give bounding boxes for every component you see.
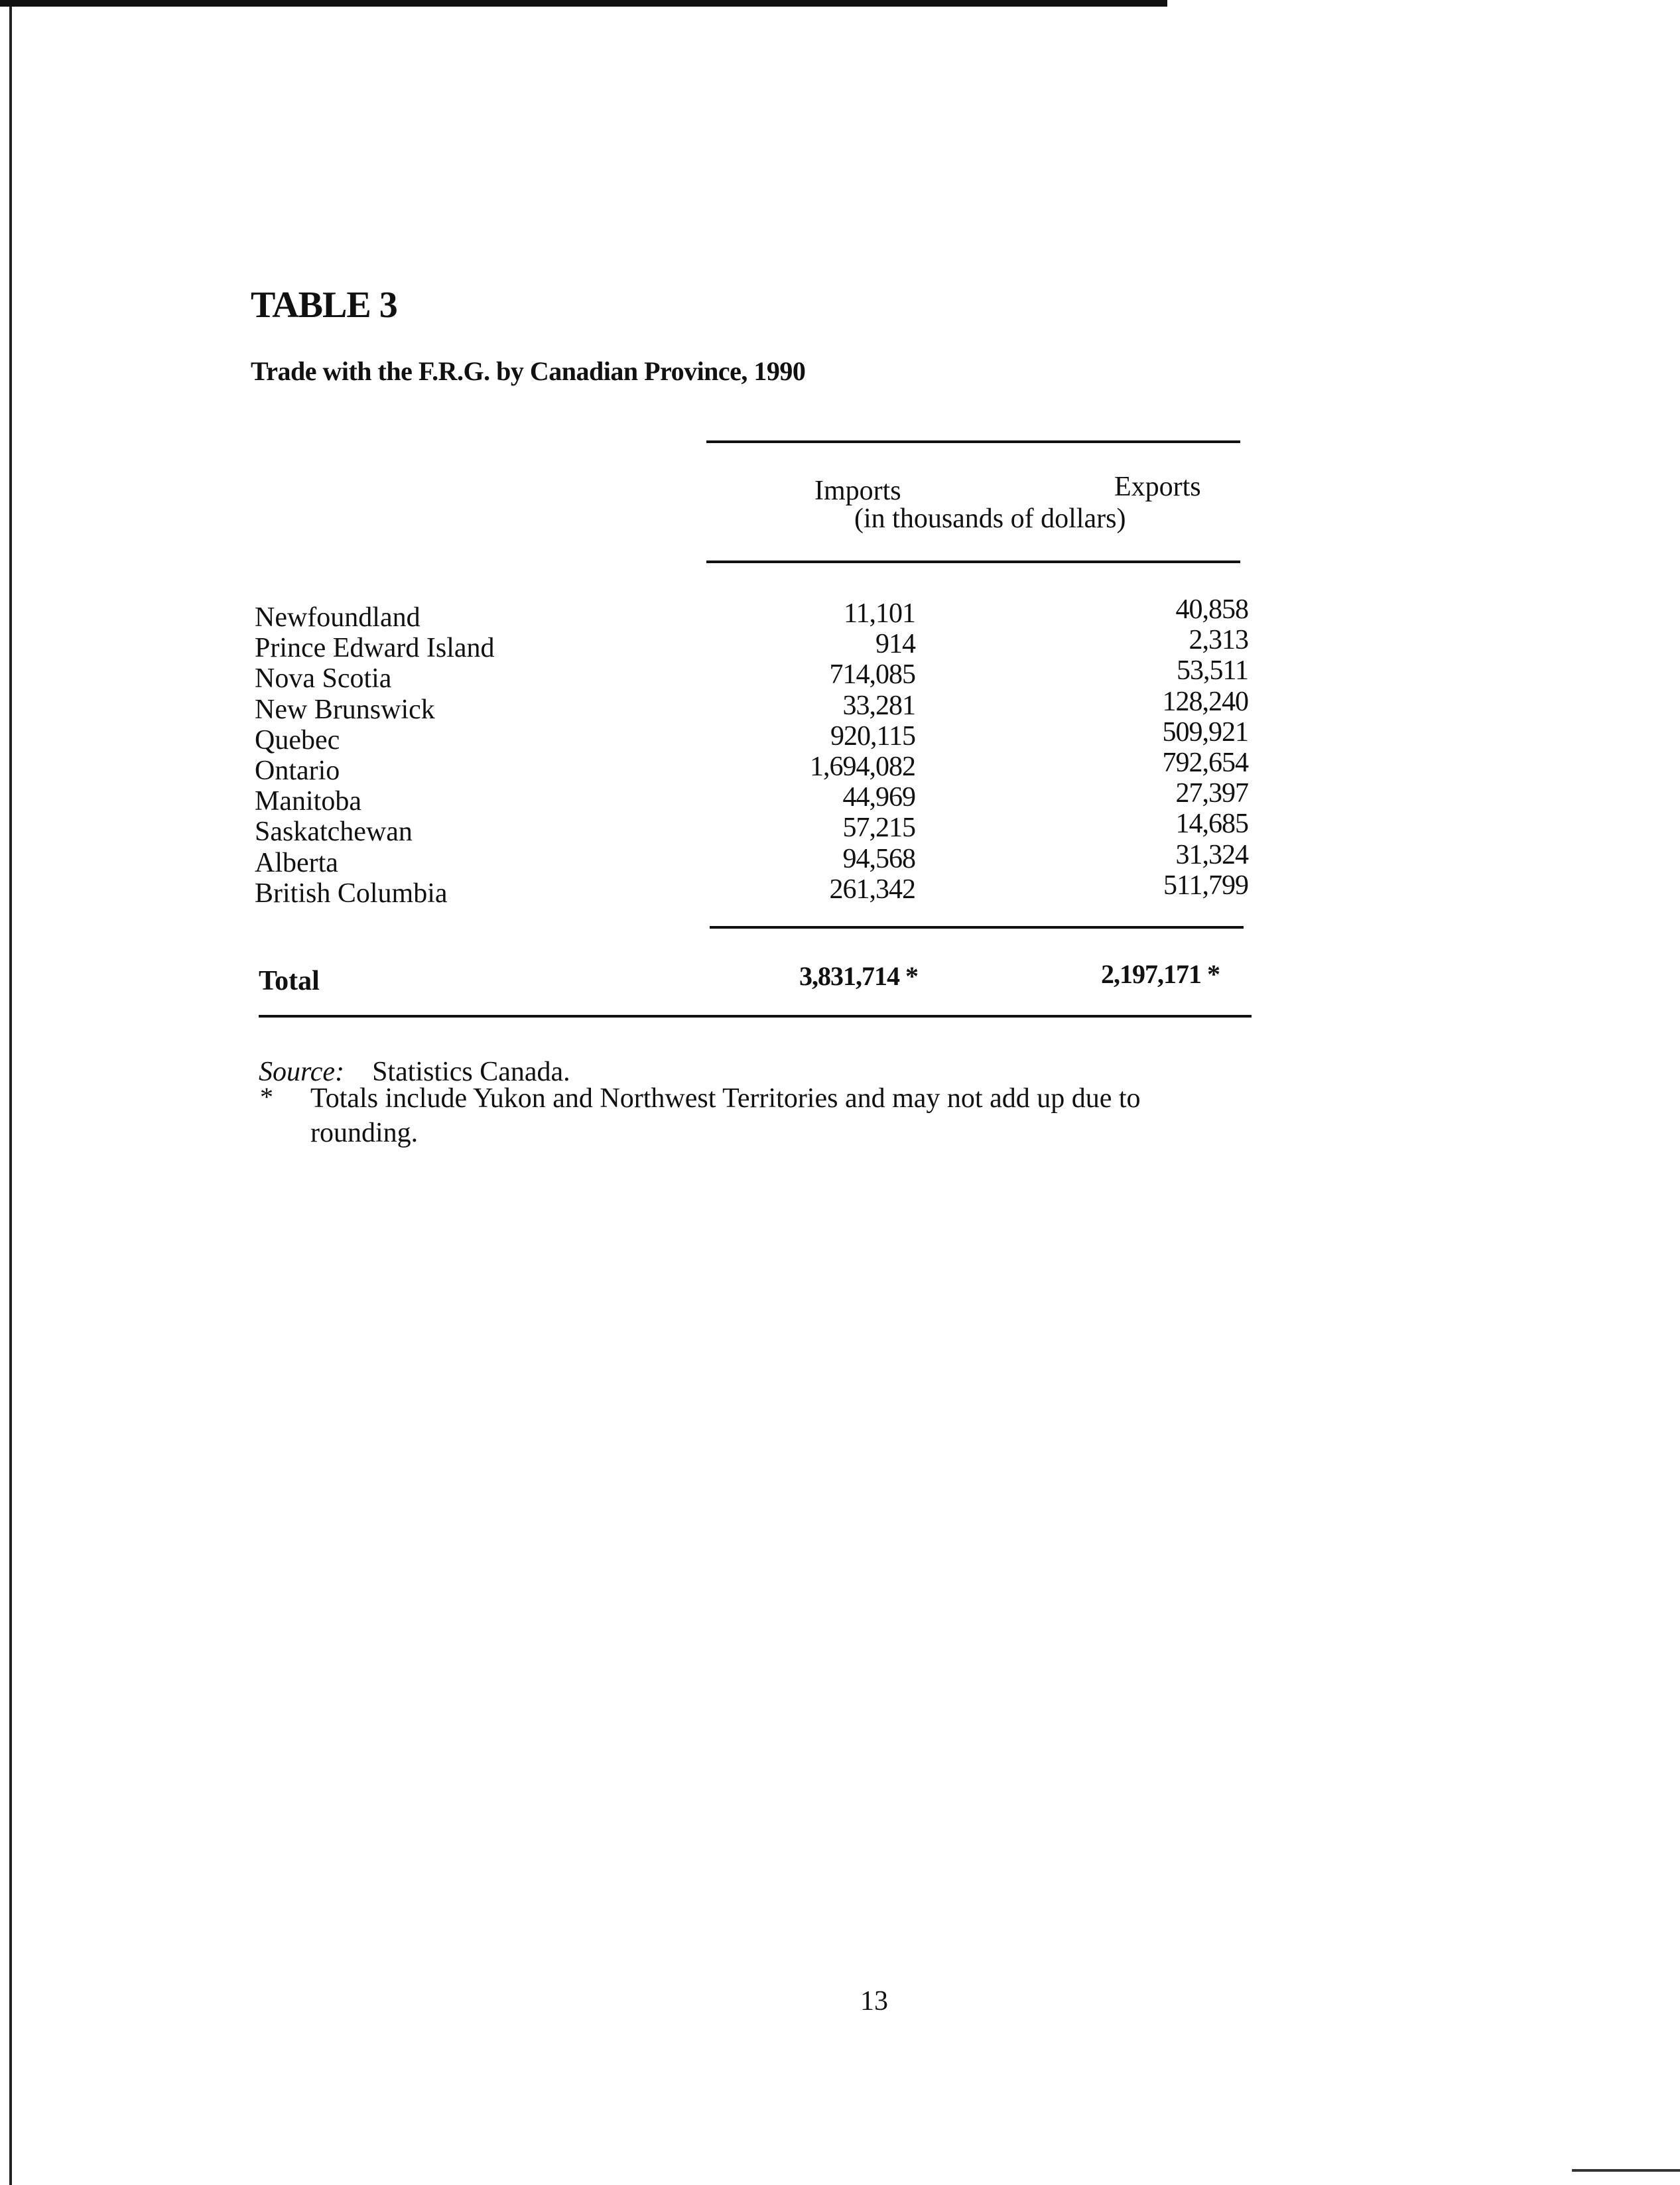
total-imports-value: 3,831,714 * bbox=[799, 961, 918, 991]
table-row bbox=[252, 839, 1248, 878]
table-row bbox=[252, 778, 1248, 817]
province-name: Newfoundland bbox=[255, 602, 420, 633]
imports-value: 714,085 bbox=[829, 659, 915, 691]
source-text: Statistics Canada. bbox=[372, 1057, 570, 1087]
table-total-rule bbox=[710, 926, 1244, 929]
province-name: Prince Edward Island bbox=[255, 633, 495, 664]
table-row bbox=[252, 747, 1248, 786]
total-exports-value: 2,197,171 * bbox=[1101, 959, 1220, 989]
scan-left-edge bbox=[9, 7, 12, 2185]
column-header-exports: Exports bbox=[1114, 472, 1201, 502]
table-row bbox=[252, 625, 1248, 664]
scan-bottom-edge bbox=[1572, 2169, 1680, 2172]
column-header-imports: Imports bbox=[814, 476, 901, 506]
province-name: British Columbia bbox=[255, 878, 448, 909]
table-row bbox=[252, 594, 1248, 633]
exports-value: 792,654 bbox=[1162, 747, 1248, 778]
source-label: Source: bbox=[259, 1057, 345, 1087]
table-bottom-rule bbox=[259, 1015, 1252, 1018]
footnote-marker: * bbox=[260, 1082, 273, 1112]
table-top-rule bbox=[706, 440, 1240, 443]
total-label: Total bbox=[259, 966, 320, 996]
exports-value: 40,858 bbox=[1175, 594, 1248, 625]
exports-value: 14,685 bbox=[1175, 809, 1248, 840]
table-header-rule bbox=[706, 561, 1240, 563]
province-name: Nova Scotia bbox=[255, 663, 392, 695]
province-name: Quebec bbox=[255, 724, 340, 756]
table-row bbox=[252, 870, 1248, 909]
province-name: New Brunswick bbox=[255, 694, 435, 725]
column-header-units: (in thousands of dollars) bbox=[854, 503, 1126, 534]
imports-value: 11,101 bbox=[844, 598, 915, 629]
scan-top-edge bbox=[0, 0, 1167, 7]
imports-value: 1,694,082 bbox=[810, 751, 915, 782]
imports-value: 94,568 bbox=[842, 843, 915, 874]
province-name: Manitoba bbox=[255, 786, 361, 817]
footnote-text: Totals include Yukon and Northwest Territories and may not add up due to rounding. bbox=[310, 1083, 1141, 1148]
page-number: 13 bbox=[860, 1986, 888, 2017]
province-name: Saskatchewan bbox=[255, 817, 413, 848]
imports-value: 920,115 bbox=[830, 720, 915, 752]
table-row bbox=[252, 686, 1248, 725]
exports-value: 511,799 bbox=[1163, 870, 1248, 901]
table-title: TABLE 3 bbox=[251, 285, 397, 326]
exports-value: 509,921 bbox=[1162, 716, 1248, 748]
imports-value: 261,342 bbox=[829, 874, 915, 905]
exports-value: 2,313 bbox=[1189, 625, 1248, 656]
exports-value: 128,240 bbox=[1162, 686, 1248, 717]
table-row bbox=[252, 809, 1248, 848]
exports-value: 27,397 bbox=[1175, 778, 1248, 809]
imports-value: 57,215 bbox=[842, 813, 915, 844]
table-row bbox=[252, 716, 1248, 756]
province-name: Alberta bbox=[255, 847, 338, 878]
province-name: Ontario bbox=[255, 755, 340, 786]
imports-value: 33,281 bbox=[842, 690, 915, 721]
table-subtitle: Trade with the F.R.G. by Canadian Province, 1990 bbox=[251, 356, 806, 386]
exports-value: 31,324 bbox=[1175, 839, 1248, 870]
table-row bbox=[252, 655, 1248, 695]
imports-value: 44,969 bbox=[842, 782, 915, 813]
exports-value: 53,511 bbox=[1177, 655, 1248, 687]
table-body bbox=[252, 594, 1248, 909]
imports-value: 914 bbox=[875, 629, 915, 660]
